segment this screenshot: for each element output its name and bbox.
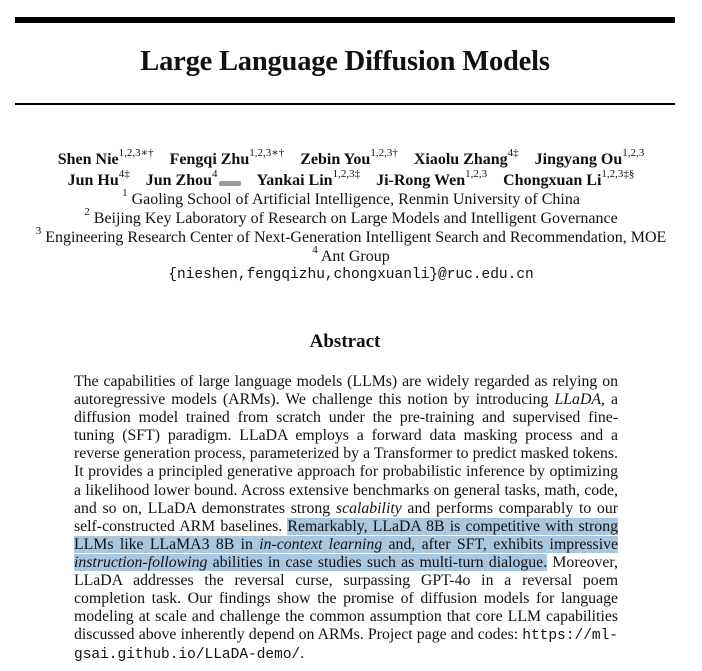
author: Chongxuan $Li^{1,2,3\ddagger\S}$ xyxy=(503,167,635,189)
author: Fengqi Zhu$^{1,2,3∗\dagger}$ xyxy=(169,146,285,168)
author: Shen Nie$^{1,2,3∗\dagger}$ xyxy=(57,146,154,168)
cursor-smudge xyxy=(219,181,241,186)
author: Jingyang Ou$^{1,2,3}$ xyxy=(534,146,645,168)
paper-title: Large Language Diffusion Models xyxy=(140,46,550,77)
project-url[interactable]: https://ml-gsai.github.io/LLaDA-demo/ xyxy=(74,628,618,664)
affiliation: $^1$ Gaoling School of Artificial Intelligence, Renmin University of China xyxy=(122,186,580,208)
abstract-heading: Abstract xyxy=(309,331,381,352)
affiliation: $^2$ Beijing Key Laboratory of Research on Large Models and Intelligent Governance xyxy=(84,205,618,227)
author: Zebin You$^{1,2,3\dagger}$ xyxy=(300,146,398,168)
author-list-line-2 xyxy=(0,167,702,190)
affiliation: $^3$ Engineering Research Center of Next-Generation Intelligent Search and Recommendation, MOE xyxy=(35,224,667,246)
author: Jun Zhou$^4$ xyxy=(146,172,241,189)
author-list-line-1 xyxy=(0,146,702,169)
author: Yankai Lin$^{1,2,3\ddagger}$ xyxy=(256,167,361,189)
email-addresses[interactable]: {nieshen,fengqizhu,chongxuanli}@ruc.edu.cn xyxy=(168,267,534,283)
top-rule xyxy=(15,17,675,23)
author: Xiaolu Zhang$^{4\ddagger}$ xyxy=(413,146,519,168)
affiliation: $^4$ Ant Group xyxy=(312,243,390,265)
abstract-body: The capabilities of large language models (LLMs) are widely regarded as relying on autoregressive models (ARMs). We challenge this notion by introducing LLaDA, a diffusion model trained from scratch under the pre-training and supervised fine-tuning (SFT) paradigm. LLaDA employs a forward data masking process and a reverse generation process, parameterized by a Transformer to predict masked tokens. It provides a principled generative approach for probabilistic inference by optimizing a likelihood lower bound. Across extensive benchmarks on general tasks, math, code, and so on, LLaDA demonstrates strong scalability and performs comparably to our self-constructed ARM baselines. Remarkably, LLaDA 8B is competitive with strong LLMs like LLaMA3 8B in in-context learning and, after SFT, exhibits impressive instruction-following abilities in case studies such as multi-turn dialogue. Moreover, LLaDA addresses the reversal curse, surpassing GPT-4o in a reversal poem completion task. Our findings show the promise of diffusion models for language modeling at scale and challenge the common assumption that core LLM capabilities discussed above inherently depend on ARMs. Project page and codes: https://ml-gsai.github.io/LLaDA-demo/. xyxy=(74,373,618,664)
author: Ji-Rong Wen$^{1,2,3}$ xyxy=(376,167,488,189)
highlighted-text[interactable]: Remarkably, LLaDA 8B is competitive with strong LLMs like LLaMA3 8B in in-context learning and, after SFT, exhibits impressive instruction-following abilities in case studies such as multi-turn dialogue. xyxy=(74,517,618,571)
title-rule xyxy=(15,103,675,105)
author: Jun $Hu^{4\ddagger}$ xyxy=(67,167,130,189)
